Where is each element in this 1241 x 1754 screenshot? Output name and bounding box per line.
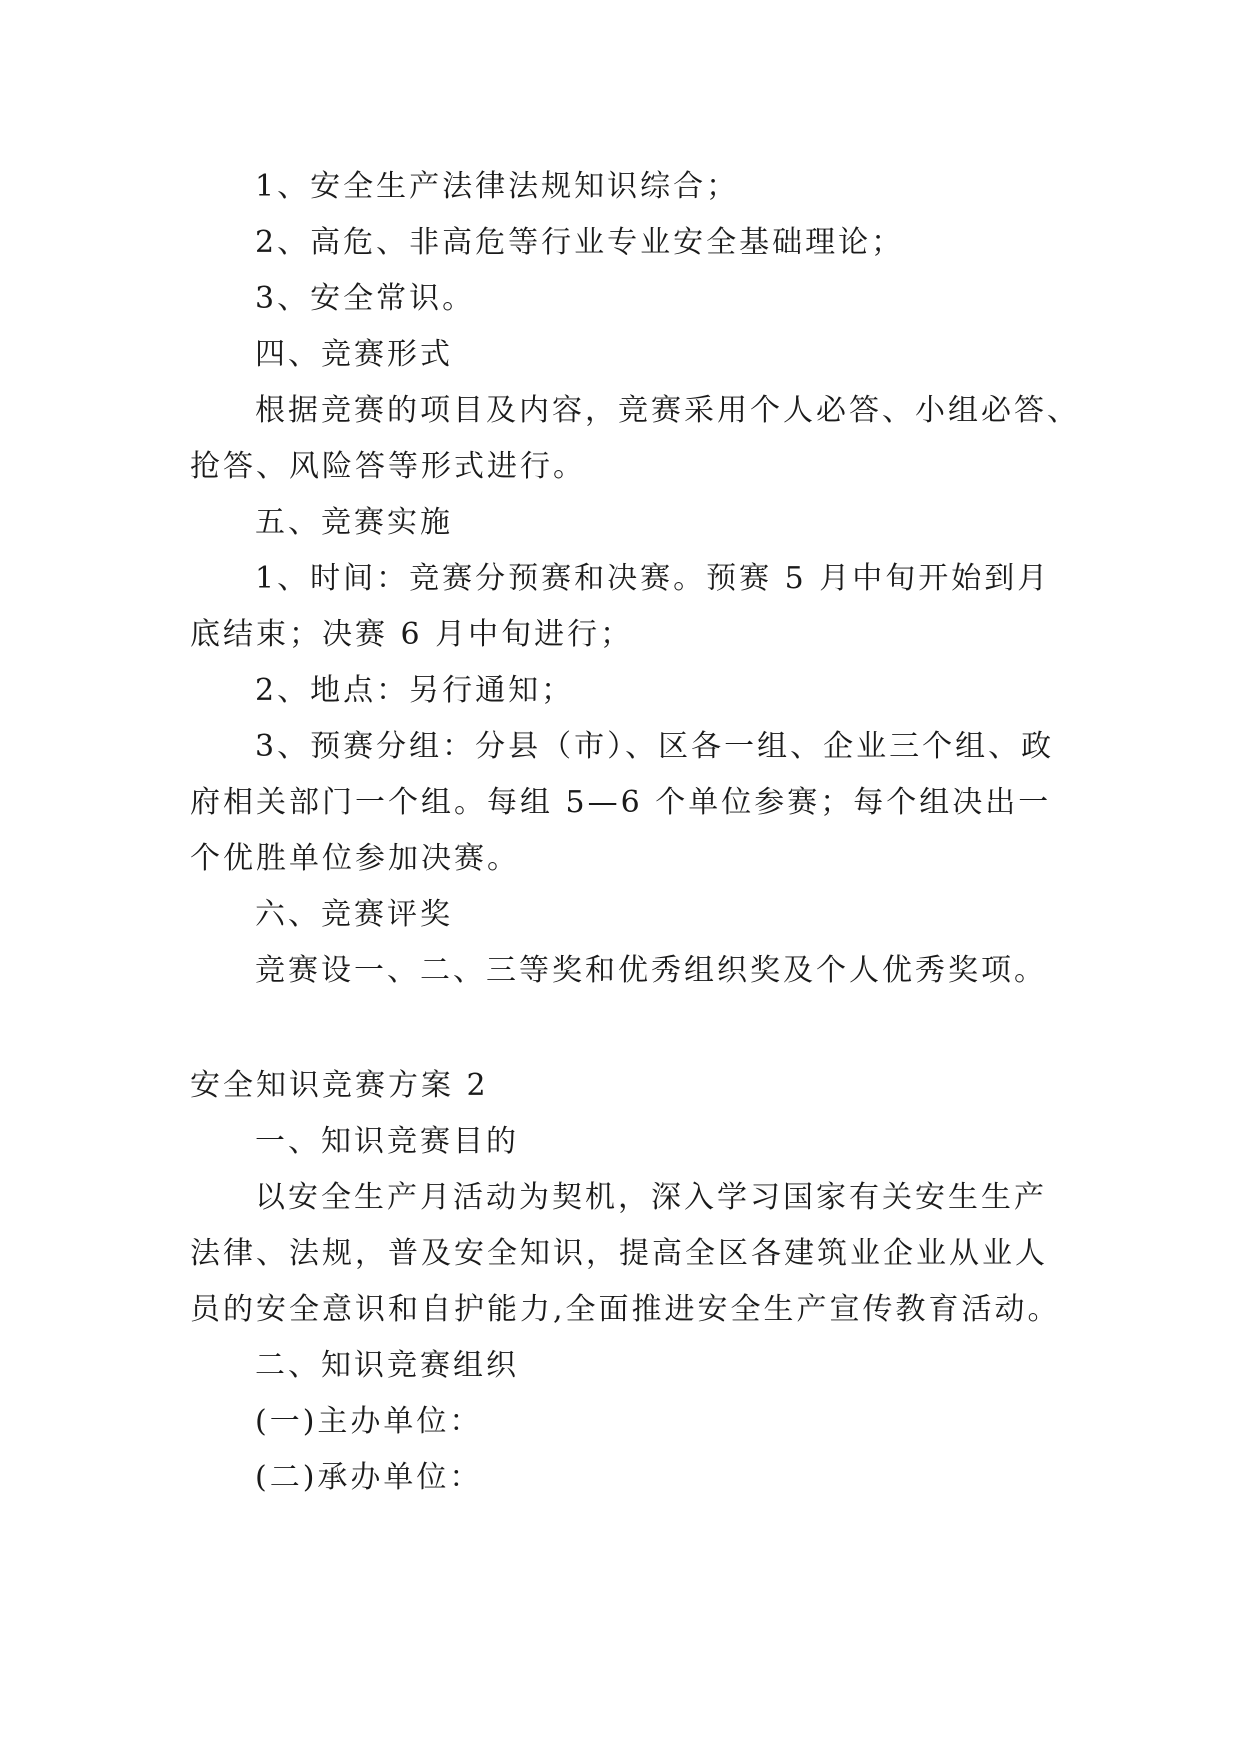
section-heading-purpose: 一、知识竞赛目的 (255, 1124, 519, 1159)
paragraph-line: 2、地点：另行通知； (255, 673, 575, 708)
paragraph-line: 员的安全意识和自护能力,全面推进安全生产宣传教育活动。 (190, 1292, 1061, 1327)
section-heading-competition-format: 四、竞赛形式 (255, 337, 453, 372)
paragraph-line: 以安全生产月活动为契机，深入学习国家有关安生生产 (255, 1180, 1047, 1215)
content-item-3: 3、安全常识。 (255, 281, 476, 316)
section-heading-awards: 六、竞赛评奖 (255, 897, 453, 932)
paragraph-line: 根据竞赛的项目及内容，竞赛采用个人必答、小组必答、 (255, 393, 1080, 428)
section-heading-organization: 二、知识竞赛组织 (255, 1348, 519, 1383)
content-item-2: 2、高危、非高危等行业专业安全基础理论； (255, 225, 905, 260)
paragraph-line: 3、预赛分组：分县（市）、区各一组、企业三个组、政 (255, 729, 1055, 764)
paragraph-line: 个优胜单位参加决赛。 (190, 841, 520, 876)
document-title-plan-2: 安全知识竞赛方案 2 (190, 1068, 489, 1103)
content-item-1: 1、安全生产法律法规知识综合； (255, 169, 740, 204)
paragraph-line: 法律、法规，普及安全知识，提高全区各建筑业企业从业人 (190, 1236, 1048, 1271)
paragraph-line: 抢答、风险答等形式进行。 (190, 449, 586, 484)
organizer-line: (一)主办单位： (255, 1404, 483, 1439)
paragraph-line: 1、时间：竞赛分预赛和决赛。预赛 5 月中旬开始到月 (255, 561, 1051, 596)
co-organizer-line: (二)承办单位： (255, 1460, 483, 1495)
paragraph-line: 府相关部门一个组。每组 5—6 个单位参赛；每个组决出一 (190, 785, 1052, 820)
section-heading-implementation: 五、竞赛实施 (255, 505, 453, 540)
paragraph-line: 竞赛设一、二、三等奖和优秀组织奖及个人优秀奖项。 (255, 953, 1047, 988)
paragraph-line: 底结束；决赛 6 月中旬进行； (190, 617, 634, 652)
